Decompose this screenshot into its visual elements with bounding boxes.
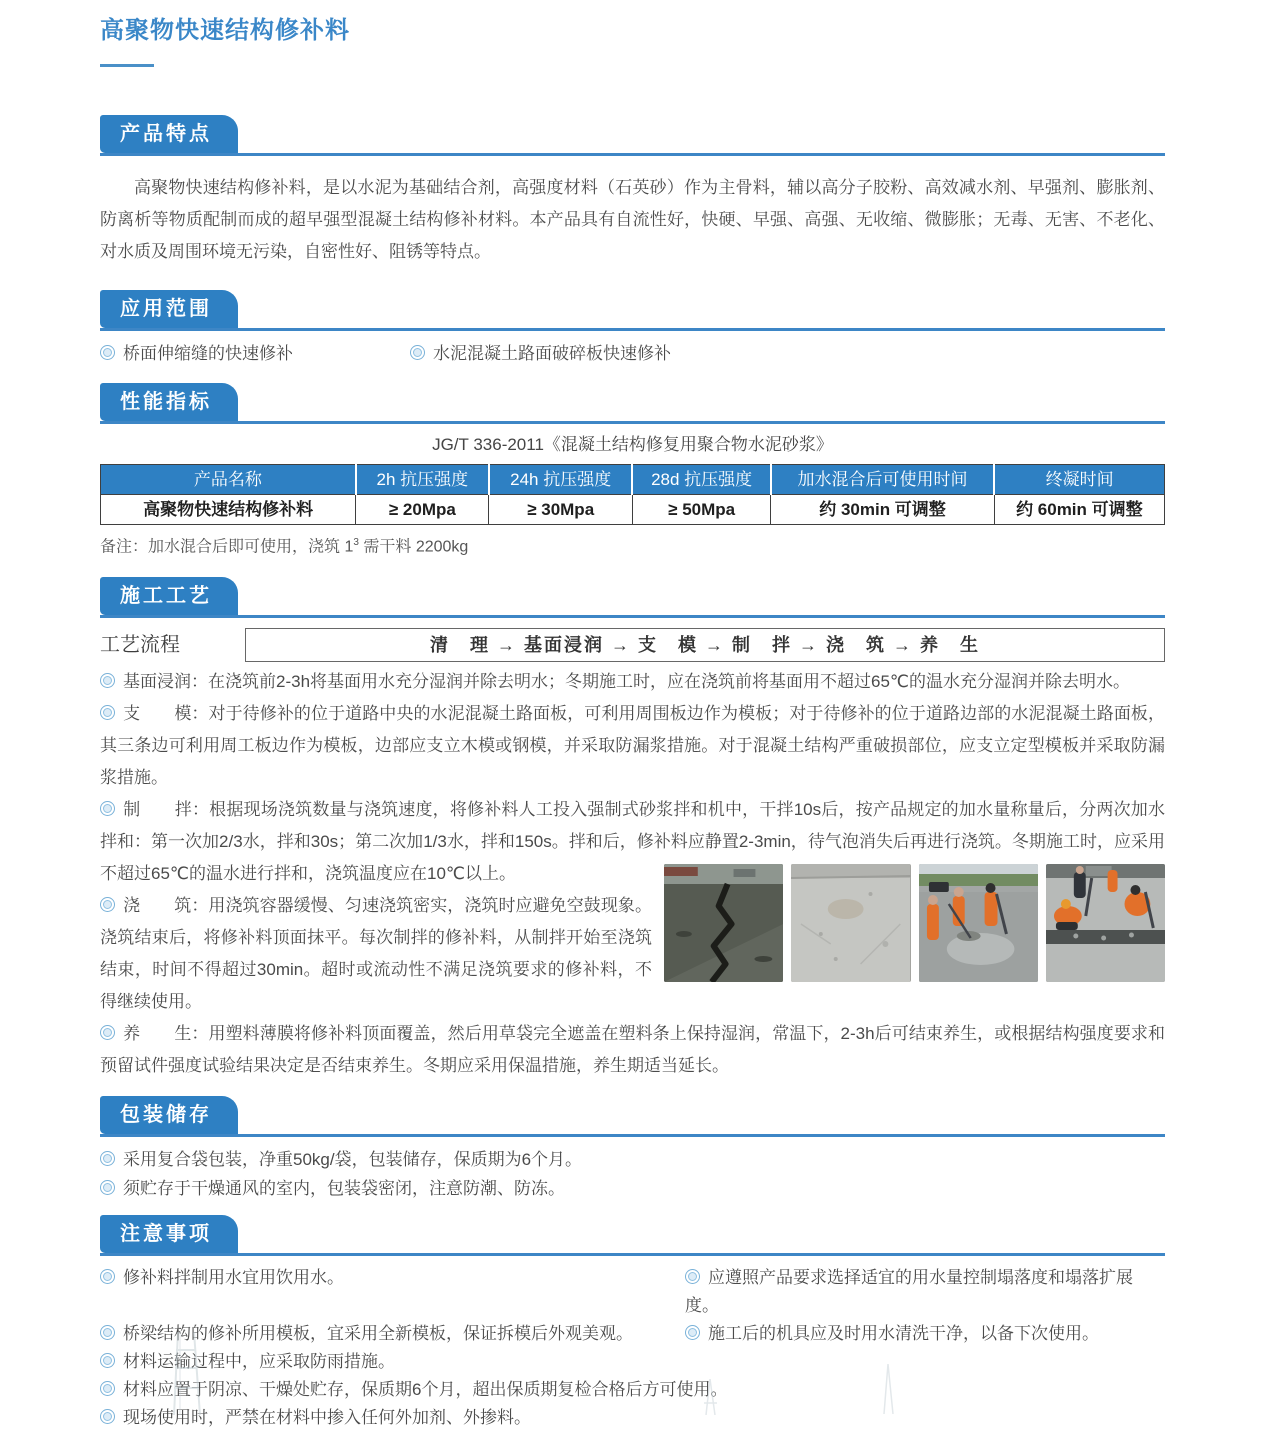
section-head-application — [100, 290, 1165, 331]
table-row — [101, 495, 1165, 525]
step-curing: 养 生：用塑料薄膜将修补料顶面覆盖，然后用草袋完全遮盖在塑料条上保持湿润，常温下，2-3h后可结束养生，或根据结构强度要求和预留试件强度试验结果决定是否结束养生。冬期应采用保温措施，养生期适当延长。 — [100, 1024, 1165, 1076]
note-row — [100, 1264, 1165, 1320]
step-formwork: 支 模：对于待修补的位于道路中央的水泥混凝土路面板，可利用周围板边作为模板；对于待修补的位于道路边部的水泥混凝土路面板，其三条边可利用周工板边作为模板，边部应支立木模或钢模，并采取防漏浆措施。对于混凝土结构严重破损部位，应支立定型模板并采取防漏浆措施。 — [100, 704, 1165, 788]
section-tab-application: 应用范围 — [100, 290, 238, 328]
section-tab-features: 产品特点 — [100, 115, 238, 153]
column-header: 2h 抗压强度 — [356, 465, 489, 495]
features-paragraph: 高聚物快速结构修补料，是以水泥为基础结合剂，高强度材料（石英砂）作为主骨料，辅以高分子胶粉、高效减水剂、早强剂、膨胀剂、防离析等物质配制而成的超早强型混凝土结构修补材料。本产品具有自流性好，快硬、早强、高强、无收缩、微膨胀；无毒、无害、不老化、对水质及周围环境无污染，自密性好、阻锈等特点。 — [100, 178, 1165, 261]
flow-label: 工艺流程 — [100, 634, 180, 657]
ring-bullet-icon — [100, 1381, 115, 1396]
table-cell: ≥ 50Mpa — [632, 495, 770, 525]
note-item: 现场使用时，严禁在材料中掺入任何外加剂、外掺料。 — [100, 1404, 1165, 1432]
performance-table — [100, 464, 1165, 525]
section-tab-packaging: 包装储存 — [100, 1096, 238, 1134]
ring-bullet-icon — [685, 1325, 700, 1340]
ring-bullet-icon — [100, 673, 115, 688]
ring-bullet-icon — [685, 1269, 700, 1284]
title-underline — [100, 64, 154, 67]
datasheet-page — [100, 14, 1165, 1432]
note-item: 材料应置于阴凉、干燥处贮存，保质期6个月，超出保质期复检合格后方可使用。 — [100, 1376, 1165, 1404]
table-header-row — [101, 465, 1165, 495]
section-tab-notes: 注意事项 — [100, 1215, 238, 1253]
ring-bullet-icon — [100, 1151, 115, 1166]
packaging-item: 采用复合袋包装，净重50kg/袋，包装储存，保质期为6个月。 — [100, 1145, 1165, 1174]
note-item: 应遵照产品要求选择适宜的用水量控制塌落度和塌落扩展度。 — [685, 1268, 1133, 1316]
photo-cracked-pavement — [664, 864, 783, 982]
table-note: 备注：加水混合后即可使用，浇筑 $1^3$ 需干料 2200kg — [100, 537, 469, 556]
ring-bullet-icon — [100, 1269, 115, 1284]
step-soak: 基面浸润：在浇筑前2-3h将基面用水充分湿润并除去明水；冬期施工时，应在浇筑前将基面用不超过65℃的温水充分湿润并除去明水。 — [100, 666, 1165, 698]
note-item: 施工后的机具应及时用水清洗干净，以备下次使用。 — [685, 1320, 1165, 1348]
ring-bullet-icon — [100, 705, 115, 720]
column-header: 终凝时间 — [994, 465, 1164, 495]
photo-concrete-surface — [791, 864, 910, 982]
ring-bullet-icon — [410, 345, 425, 360]
section-tab-performance: 性能指标 — [100, 383, 238, 421]
ring-bullet-icon — [100, 345, 115, 360]
ring-bullet-icon — [100, 1353, 115, 1368]
pour-row — [100, 890, 1165, 1018]
ring-bullet-icon — [100, 1325, 115, 1340]
step-mixing: 制 拌：根据现场浇筑数量与浇筑速度，将修补料人工投入强制式砂浆拌和机中，干拌10s后，按产品规定的加水量称量后，分两次加水拌和：第一次加2/3水，拌和30s；第二次加1/3水，拌和150s。拌和后，修补料应静置2-3min，待气泡消失后再进行浇筑。冬期施工时，应采用不超过65℃的温水进行拌和，浇筑温度应在10℃以上。 — [100, 800, 1165, 884]
photo-workers-breaking-slab — [919, 864, 1038, 982]
application-item: 水泥混凝土路面破碎板快速修补 — [410, 343, 671, 365]
section-head-notes — [100, 1215, 1165, 1256]
flow-box: 清 理 → 基面浸润 → 支 模 → 制 拌 → 浇 筑 → 养 生 — [245, 628, 1165, 662]
note-item: 修补料拌制用水宜用饮用水。 — [100, 1264, 685, 1320]
ring-bullet-icon — [100, 1025, 115, 1040]
packaging-items — [100, 1145, 1165, 1203]
note-item: 材料运输过程中，应采取防雨措施。 — [100, 1348, 1165, 1376]
section-head-construction — [100, 577, 1165, 618]
table-cell: 高聚物快速结构修补料 — [101, 495, 356, 525]
packaging-item: 须贮存于干燥通风的室内，包装袋密闭，注意防潮、防冻。 — [100, 1174, 1165, 1203]
photo-workers-repairing — [1046, 864, 1165, 982]
application-items — [100, 343, 1165, 365]
page-title: 高聚物快速结构修补料 — [100, 17, 350, 44]
table-cell: 约 60min 可调整 — [994, 495, 1164, 525]
construction-steps — [100, 666, 1165, 1082]
table-cell: ≥ 30Mpa — [489, 495, 633, 525]
application-item: 桥面伸缩缝的快速修补 — [100, 343, 410, 365]
section-head-packaging — [100, 1096, 1165, 1137]
column-header: 产品名称 — [101, 465, 356, 495]
standard-reference: JG/T 336-2011《混凝土结构修复用聚合物水泥砂浆》 — [432, 435, 833, 454]
notes-list — [100, 1264, 1165, 1432]
construction-photos — [664, 864, 1165, 982]
ring-bullet-icon — [100, 897, 115, 912]
note-item: 桥梁结构的修补所用模板，宜采用全新模板，保证拆模后外观美观。 — [100, 1320, 685, 1348]
ring-bullet-icon — [100, 801, 115, 816]
table-cell: 约 30min 可调整 — [771, 495, 994, 525]
note-row — [100, 1320, 1165, 1348]
ring-bullet-icon — [100, 1409, 115, 1424]
section-tab-construction: 施工工艺 — [100, 577, 238, 615]
column-header: 加水混合后可使用时间 — [771, 465, 994, 495]
column-header: 28d 抗压强度 — [632, 465, 770, 495]
ring-bullet-icon — [100, 1180, 115, 1195]
table-cell: ≥ 20Mpa — [356, 495, 489, 525]
step-pouring: 浇 筑：用浇筑容器缓慢、匀速浇筑密实，浇筑时应避免空鼓现象。浇筑结束后，将修补料顶面抹平。每次制拌的修补料，从制拌开始至浇筑结束，时间不得超过30min。超时或流动性不满足浇筑要求的修补料，不得继续使用。 — [100, 896, 652, 1012]
section-head-features — [100, 115, 1165, 156]
column-header: 24h 抗压强度 — [489, 465, 633, 495]
process-flow-row — [100, 628, 1165, 662]
section-head-performance — [100, 383, 1165, 424]
